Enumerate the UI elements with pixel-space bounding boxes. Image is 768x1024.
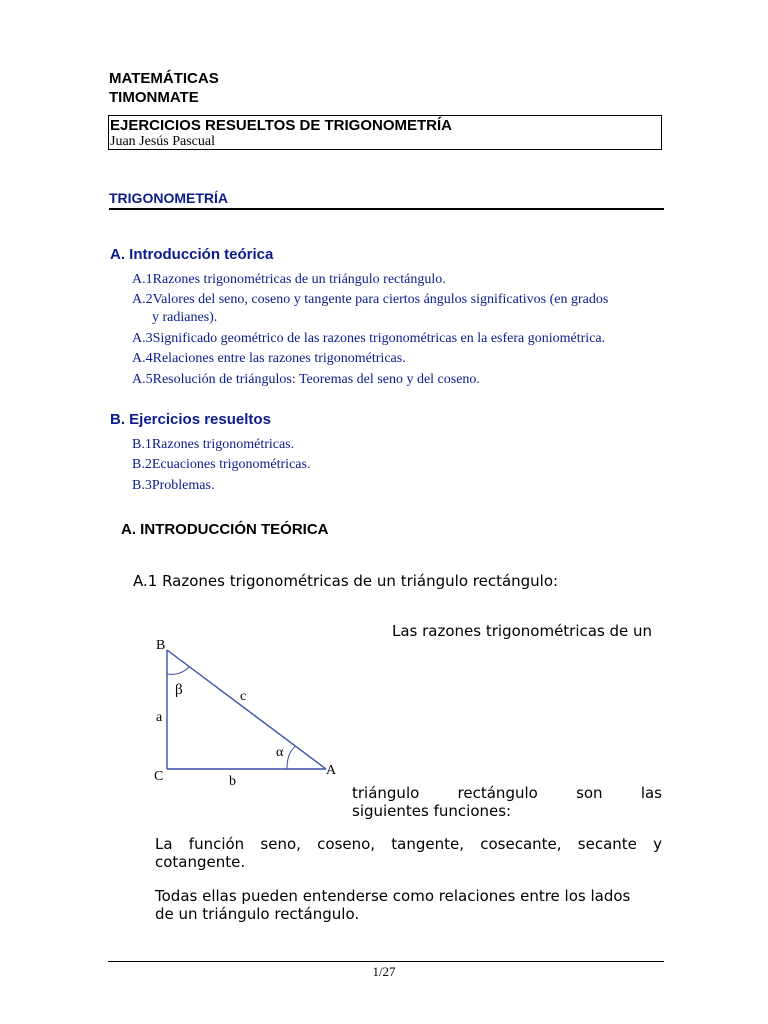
toc-item-number: A.5 bbox=[132, 372, 153, 387]
toc-item-number: A.4 bbox=[132, 351, 153, 366]
document-title: EJERCICIOS RESUELTOS DE TRIGONOMETRÍA bbox=[110, 117, 452, 134]
section-rule bbox=[109, 208, 664, 210]
toc-item-text: Razones trigonométricas de un triángulo rectángulo. bbox=[152, 272, 446, 287]
side-b-label: b bbox=[229, 774, 236, 789]
toc-item-number: B.3 bbox=[132, 478, 152, 493]
side-c-label: c bbox=[240, 689, 247, 704]
toc-item-b1[interactable] bbox=[132, 436, 667, 454]
vertex-a-label: A bbox=[326, 763, 337, 778]
right-triangle-figure bbox=[148, 630, 348, 790]
toc-item-text: Ecuaciones trigonométricas. bbox=[151, 457, 311, 472]
vertex-b-label: B bbox=[156, 638, 166, 653]
toc-item-text: Valores del seno, coseno y tangente para ciertos ángulos significativos (en grados bbox=[152, 292, 609, 307]
vertex-c-label: C bbox=[154, 769, 164, 784]
side-a-label: a bbox=[156, 710, 163, 725]
subsection-heading: A.1 Razones trigonométricas de un triángulo rectángulo: bbox=[133, 572, 559, 590]
angle-alpha-label: α bbox=[276, 745, 284, 760]
toc-item-a3[interactable] bbox=[132, 330, 667, 348]
toc-item-number: B.1 bbox=[132, 437, 152, 452]
paragraph-2-line-1: La función seno, coseno, tangente, cosecante, secante y bbox=[155, 835, 662, 853]
paragraph-1-line-3: siguientes funciones: bbox=[352, 802, 512, 820]
paragraph-2-line-2: cotangente. bbox=[155, 853, 246, 871]
toc-part-b-heading: B. Ejercicios resueltos bbox=[110, 411, 271, 428]
toc-item-a2[interactable] bbox=[132, 291, 667, 309]
toc-item-number: A.1 bbox=[132, 272, 153, 287]
alpha-angle-arc bbox=[287, 746, 296, 769]
toc-item-text: Relaciones entre las razones trigonométricas. bbox=[152, 351, 406, 366]
footer-rule bbox=[108, 961, 664, 962]
toc-item-number: B.2 bbox=[132, 457, 152, 472]
toc-item-text: Resolución de triángulos: Teoremas del seno y del coseno. bbox=[152, 372, 480, 387]
toc-item-number: A.2 bbox=[132, 292, 153, 307]
publisher-name: TIMONMATE bbox=[109, 89, 199, 106]
page-number: 1/27 bbox=[372, 964, 396, 979]
angle-beta-label: β bbox=[175, 682, 183, 698]
paragraph-1-line-1: Las razones trigonométricas de un bbox=[392, 622, 653, 640]
section-title: TRIGONOMETRÍA bbox=[109, 190, 228, 206]
paragraph-3-line-2: de un triángulo rectángulo. bbox=[155, 905, 360, 923]
toc-item-text: Significado geométrico de las razones trigonométricas en la esfera goniométrica. bbox=[152, 331, 606, 346]
toc-item-b3[interactable] bbox=[132, 477, 667, 495]
toc-item-number: A.3 bbox=[132, 331, 153, 346]
title-box bbox=[108, 115, 662, 150]
toc-part-a-heading: A. Introducción teórica bbox=[110, 246, 274, 263]
triangle-sides bbox=[167, 650, 326, 769]
author-name: Juan Jesús Pascual bbox=[110, 134, 215, 149]
paragraph-1-line-2: triángulo rectángulo son las bbox=[352, 784, 662, 802]
toc-item-b2[interactable] bbox=[132, 456, 667, 474]
toc-item-a4[interactable] bbox=[132, 350, 667, 368]
toc-item-a2-continued[interactable]: y radianes). bbox=[152, 310, 218, 325]
beta-angle-arc bbox=[167, 667, 189, 674]
paragraph-3-line-1: Todas ellas pueden entenderse como relaciones entre los lados bbox=[155, 887, 631, 905]
side-c-line bbox=[167, 650, 326, 769]
subject-title: MATEMÁTICAS bbox=[109, 70, 219, 87]
intro-heading: A. INTRODUCCIÓN TEÓRICA bbox=[121, 521, 329, 538]
toc-item-text: Razones trigonométricas. bbox=[151, 437, 295, 452]
toc-item-a1[interactable] bbox=[132, 271, 667, 289]
toc-item-a5[interactable] bbox=[132, 371, 667, 389]
toc-item-text: Problemas. bbox=[151, 478, 215, 493]
